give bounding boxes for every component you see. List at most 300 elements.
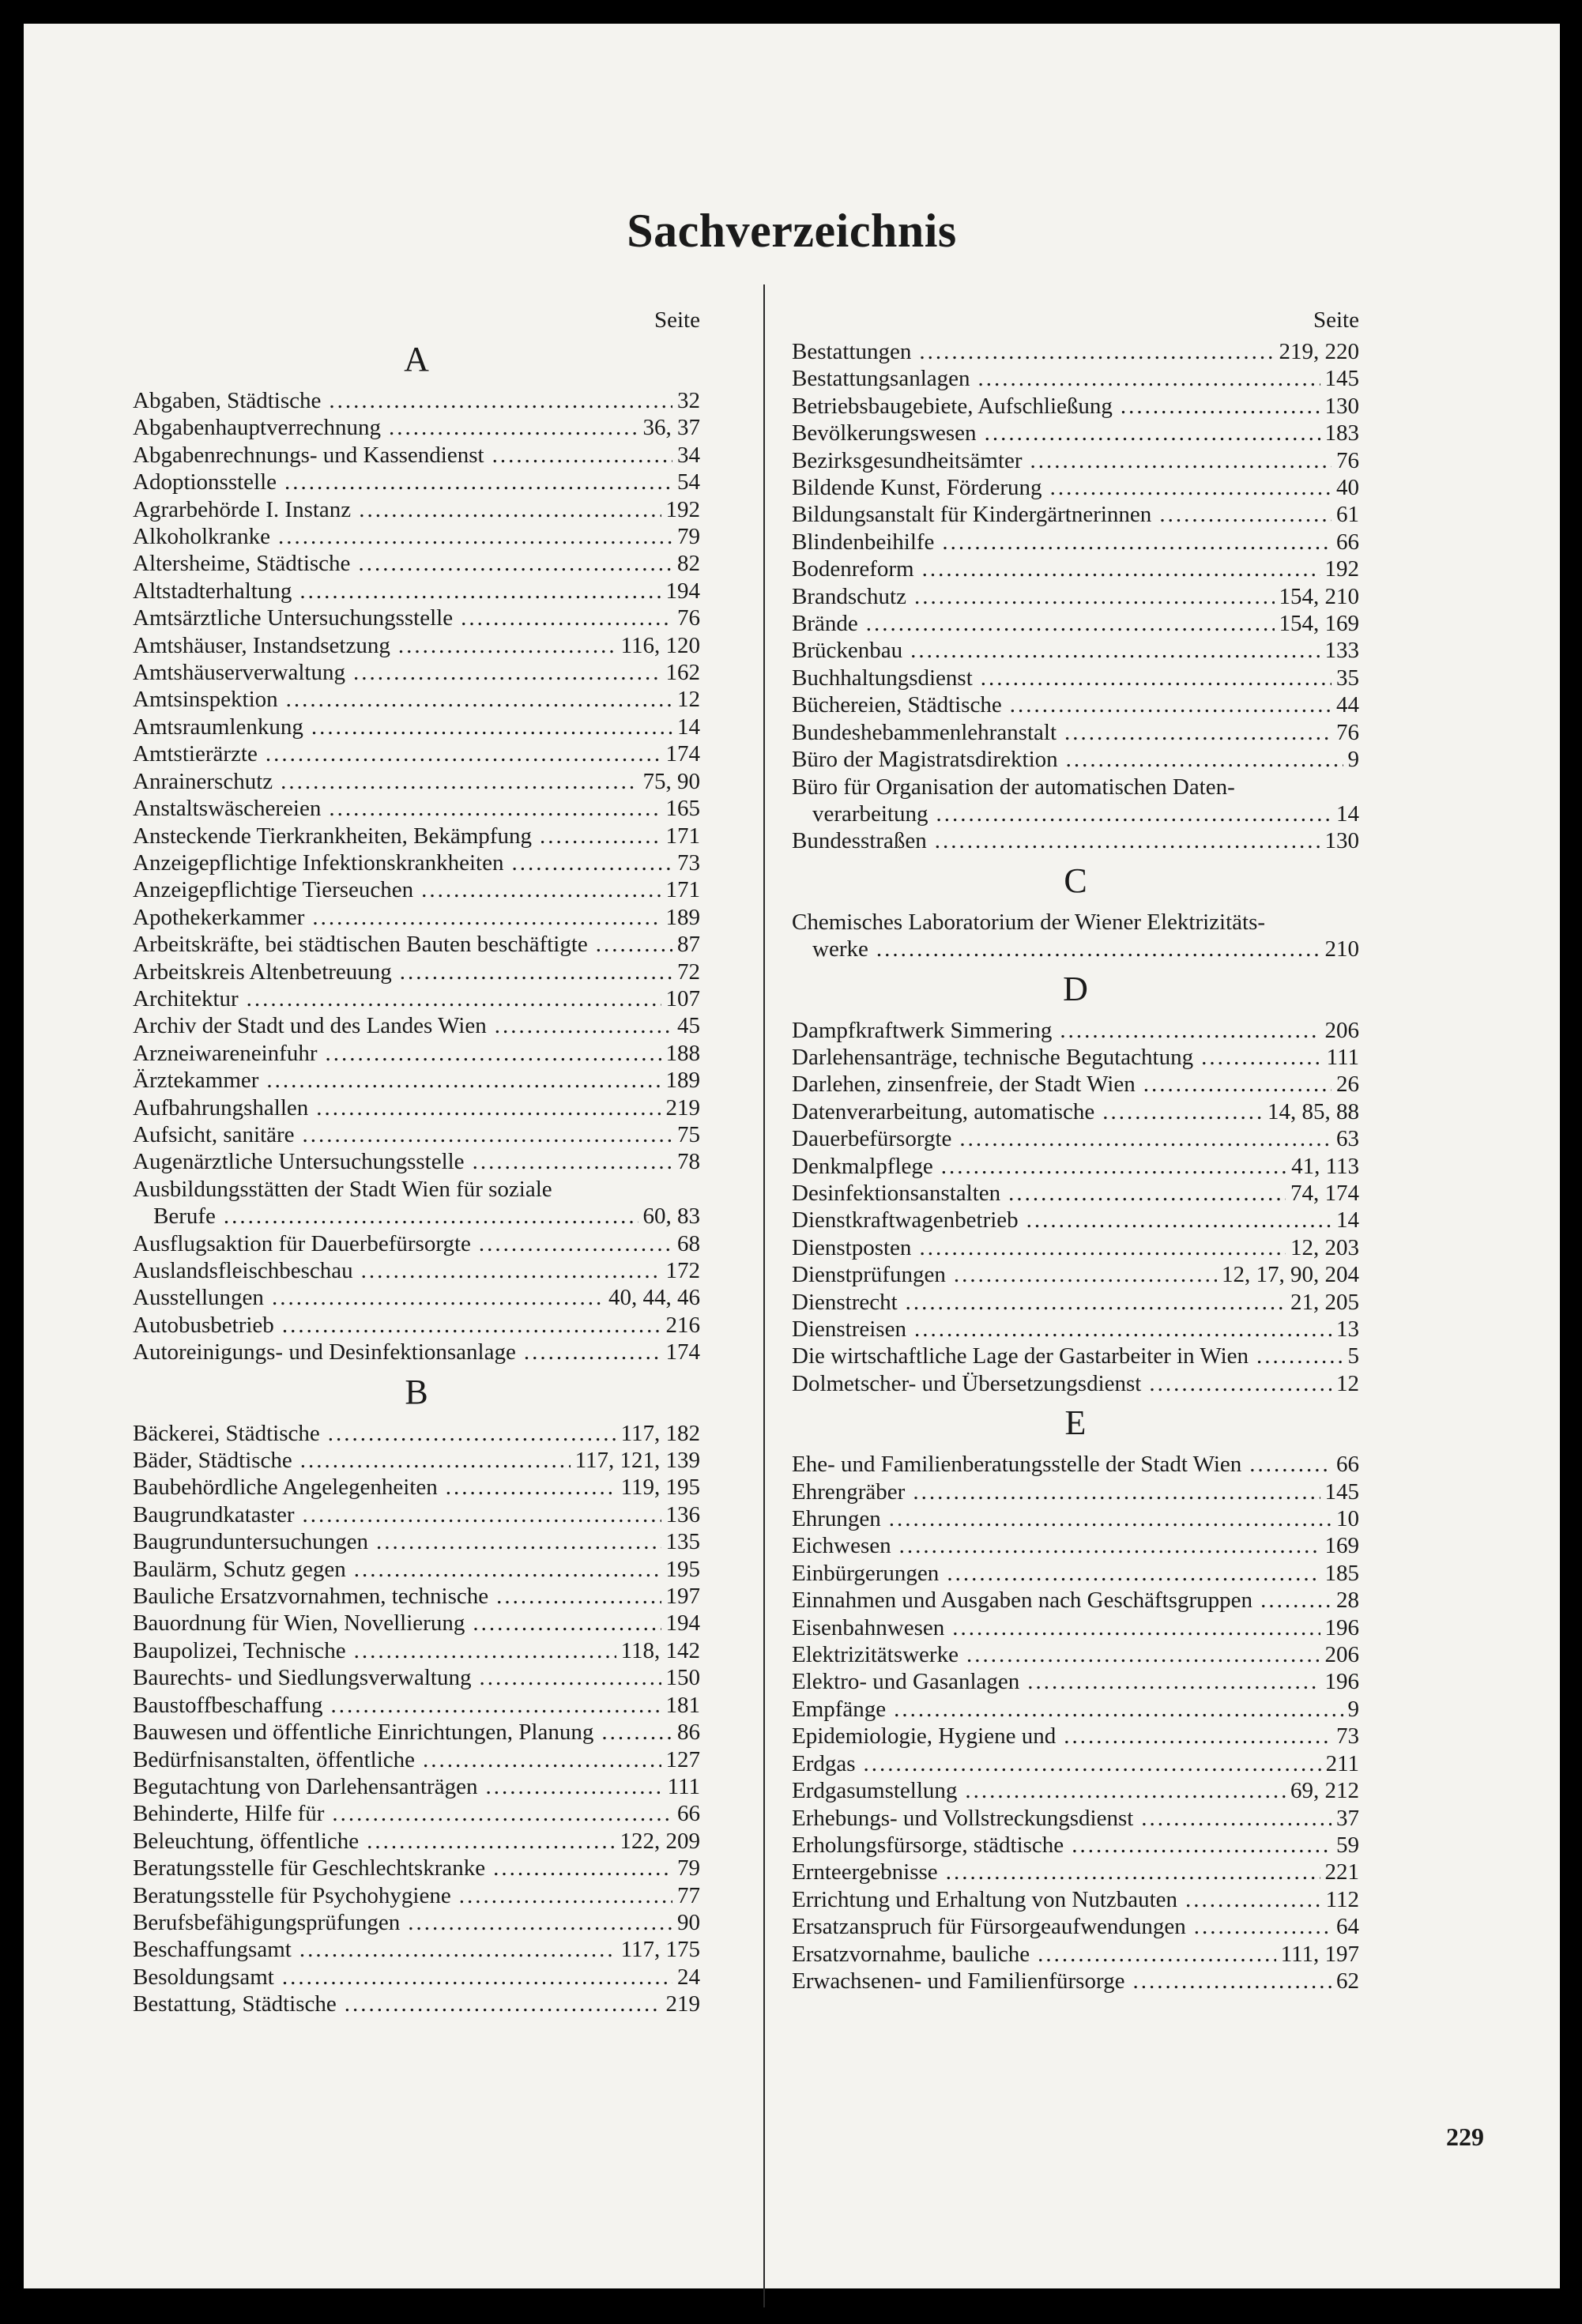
- dot-leader: [311, 714, 672, 740]
- index-entry: [133, 1773, 700, 1800]
- index-entry: [133, 904, 700, 931]
- dot-leader: [524, 1339, 661, 1365]
- index-term: Bestattungen: [792, 339, 912, 364]
- index-term: Baurechts- und Siedlungsverwaltung: [133, 1665, 472, 1691]
- dot-leader: [354, 1556, 661, 1583]
- index-page-refs: 107: [665, 985, 700, 1011]
- index-term: Archiv der Stadt und des Landes Wien: [133, 1013, 487, 1039]
- dot-leader: [282, 1312, 661, 1339]
- index-term: Abgabenhauptverrechnung: [133, 415, 382, 441]
- index-term: Amtsraumlenkung: [133, 714, 303, 740]
- index-page-refs: 117, 182: [620, 1420, 700, 1446]
- dot-leader: [473, 1148, 672, 1175]
- index-term: Ehrengräber: [792, 1478, 906, 1505]
- index-term: Die wirtschaftliche Lage der Gastarbeiter in Wien: [792, 1343, 1249, 1369]
- dot-leader: [941, 1153, 1286, 1180]
- index-term: Dienstkraftwagenbetrieb: [792, 1207, 1019, 1234]
- index-page-refs: 127: [665, 1746, 700, 1772]
- index-page-refs: 64: [1336, 1914, 1359, 1940]
- index-term: Empfänge: [792, 1696, 887, 1722]
- index-term: Bäder, Städtische: [133, 1448, 292, 1474]
- section-letter: C: [1064, 861, 1087, 900]
- index-term: Baugrundkataster: [133, 1501, 295, 1527]
- index-page-refs: 145: [1324, 366, 1359, 392]
- index-entry: [133, 1148, 700, 1175]
- index-term: Amtsärztliche Untersuchungsstelle: [133, 605, 454, 631]
- index-page-refs: 117, 121, 139: [574, 1448, 700, 1474]
- index-term: Elektrizitätswerke: [792, 1642, 959, 1668]
- index-term: Behinderte, Hilfe für: [133, 1801, 325, 1827]
- index-page-refs: 86: [677, 1719, 700, 1746]
- index-term: Baulärm, Schutz gegen: [133, 1556, 346, 1582]
- index-page-refs: 75, 90: [642, 768, 700, 794]
- index-page-refs: 59: [1336, 1832, 1359, 1858]
- index-entry: [133, 469, 700, 495]
- dot-leader: [272, 1284, 604, 1311]
- index-page-refs: 60, 83: [642, 1203, 700, 1230]
- index-term: Architektur: [133, 985, 239, 1011]
- index-entry: [133, 1339, 700, 1365]
- section-letter: A: [404, 340, 429, 379]
- index-page-refs: 119, 195: [620, 1475, 700, 1501]
- index-page-refs: 216: [665, 1312, 700, 1338]
- index-term: Darlehensanträge, technische Begutachtung: [792, 1044, 1194, 1070]
- index-term: Arzneiwareneinfuhr: [133, 1040, 318, 1066]
- dot-leader: [1149, 1370, 1332, 1397]
- column-divider: [763, 284, 765, 2307]
- dot-leader: [1008, 1180, 1286, 1207]
- index-entry: [792, 1832, 1359, 1859]
- index-entry: [792, 1777, 1359, 1804]
- dot-leader: [1102, 1098, 1263, 1125]
- index-term: Auslandsfleischbeschau: [133, 1258, 353, 1283]
- index-entry: [133, 1447, 700, 1474]
- dot-leader: [919, 1234, 1286, 1261]
- dot-leader: [954, 1261, 1217, 1288]
- index-term: Baugrunduntersuchungen: [133, 1529, 368, 1555]
- index-term: Autobusbetrieb: [133, 1312, 274, 1338]
- index-entry: [792, 1913, 1359, 1940]
- index-term: Erwachsenen- und Familienfürsorge: [792, 1968, 1125, 1994]
- index-term: Ehe- und Familienberatungsstelle der Stadt Wien: [792, 1452, 1242, 1478]
- index-term: Aufsicht, sanitäre: [133, 1121, 295, 1147]
- index-page-refs: 221: [1324, 1859, 1359, 1885]
- index-page-refs: 154, 210: [1279, 583, 1359, 609]
- dot-leader: [910, 637, 1320, 664]
- dot-leader: [300, 1447, 571, 1474]
- index-term: Bäckerei, Städtische: [133, 1420, 320, 1446]
- dot-leader: [361, 1257, 661, 1284]
- index-entry: [792, 1451, 1359, 1478]
- dot-leader: [1050, 474, 1332, 501]
- dot-leader: [894, 1696, 1343, 1723]
- dot-leader: [493, 1855, 672, 1881]
- dot-leader: [914, 583, 1275, 610]
- index-entry: [792, 665, 1359, 691]
- dot-leader: [358, 550, 672, 577]
- index-page-refs: 192: [1324, 556, 1359, 582]
- dot-leader: [947, 1560, 1320, 1587]
- dot-leader: [866, 610, 1275, 637]
- index-term: Dampfkraftwerk Simmering: [792, 1017, 1053, 1043]
- index-page-refs: 130: [1324, 393, 1359, 419]
- index-term: Amtshäuserverwaltung: [133, 660, 345, 686]
- index-term: Ernteergebnisse: [792, 1859, 938, 1885]
- index-entry: [792, 1968, 1359, 1994]
- dot-leader: [479, 1664, 661, 1691]
- dot-leader: [1072, 1832, 1332, 1859]
- index-entry: [133, 740, 700, 767]
- index-page-refs: 185: [1324, 1560, 1359, 1586]
- index-entry: [792, 1560, 1359, 1587]
- dot-leader: [329, 795, 661, 822]
- dot-leader: [1256, 1343, 1343, 1369]
- dot-leader: [459, 1882, 672, 1909]
- index-page-refs: 211: [1325, 1750, 1359, 1776]
- sections-right: [792, 338, 1359, 1994]
- index-term: Epidemiologie, Hygiene und: [792, 1723, 1057, 1750]
- dot-leader: [1060, 1017, 1320, 1044]
- index-entry: [133, 1094, 700, 1121]
- index-page-refs: 183: [1324, 420, 1359, 446]
- index-entry: [792, 1261, 1359, 1288]
- index-page-refs: 162: [665, 660, 700, 686]
- dot-leader: [345, 1991, 661, 2017]
- index-term: Ehrungen: [792, 1506, 881, 1532]
- dot-leader: [332, 1800, 672, 1827]
- index-entry: [133, 1312, 700, 1339]
- index-term: Erholungsfürsorge, städtische: [792, 1832, 1064, 1858]
- index-term: Agrarbehörde I. Instanz: [133, 496, 352, 522]
- index-page-refs: 35: [1336, 665, 1359, 691]
- index-entry: [792, 447, 1359, 474]
- index-page-refs: 78: [677, 1149, 700, 1175]
- index-entry: [133, 496, 700, 523]
- dot-leader: [284, 469, 672, 495]
- index-term: Bauliche Ersatzvornahmen, technische: [133, 1584, 489, 1610]
- dot-leader: [965, 1777, 1286, 1804]
- index-entry: [792, 1696, 1359, 1723]
- index-page-refs: 171: [665, 823, 700, 849]
- index-term: Brandschutz: [792, 583, 906, 609]
- index-page-refs: 69, 212: [1290, 1778, 1359, 1804]
- index-term: Datenverarbeitung, automatische: [792, 1098, 1095, 1124]
- dot-leader: [946, 1859, 1320, 1885]
- index-page-refs: 21, 205: [1290, 1289, 1359, 1315]
- dot-leader: [981, 665, 1332, 691]
- index-entry: [133, 876, 700, 903]
- section-letter: B: [405, 1372, 428, 1411]
- dot-leader: [247, 985, 661, 1012]
- index-page-refs: 188: [665, 1040, 700, 1066]
- index-term: Desinfektionsanstalten: [792, 1180, 1001, 1206]
- index-page-refs: 116, 120: [620, 632, 700, 658]
- index-term: Bundesstraßen: [792, 828, 927, 854]
- index-page-refs: 73: [1336, 1723, 1359, 1750]
- index-term: Bestattung, Städtische: [133, 1991, 337, 2017]
- index-term: Bezirksgesundheitsämter: [792, 447, 1023, 473]
- index-term: Blindenbeihilfe: [792, 529, 935, 555]
- index-term: Dolmetscher- und Übersetzungsdienst: [792, 1370, 1142, 1396]
- index-term: Beschaffungsamt: [133, 1937, 292, 1963]
- index-entry: [133, 1528, 700, 1555]
- index-entry: [133, 959, 700, 985]
- index-page-refs: 14: [677, 714, 700, 740]
- index-entry: [133, 1800, 700, 1827]
- index-term: Errichtung und Erhaltung von Nutzbauten: [792, 1886, 1178, 1912]
- index-term: Berufsbefähigungsprüfungen: [133, 1909, 401, 1935]
- dot-leader: [936, 800, 1332, 827]
- index-term: Dienstposten: [792, 1234, 912, 1260]
- index-entry: [792, 1587, 1359, 1614]
- index-entry: [133, 550, 700, 577]
- dot-leader: [266, 740, 661, 767]
- index-page-refs: 111, 197: [1280, 1941, 1359, 1967]
- index-page-refs: 133: [1324, 638, 1359, 664]
- dot-leader: [1064, 1723, 1332, 1750]
- index-page-refs: 32: [677, 388, 700, 413]
- index-page-refs: 62: [1336, 1968, 1359, 1994]
- index-entry: [133, 1664, 700, 1691]
- index-entry: [792, 746, 1359, 773]
- index-page-refs: 118, 142: [620, 1637, 700, 1663]
- dot-leader: [423, 1746, 661, 1773]
- index-entry: [792, 1180, 1359, 1207]
- index-entry: [792, 1505, 1359, 1532]
- dot-leader: [1010, 691, 1332, 718]
- index-term: Ansteckende Tierkrankheiten, Bekämpfung: [133, 823, 532, 849]
- index-entry: [792, 800, 1359, 827]
- index-entry: [133, 387, 700, 414]
- seite-header-left: Seite: [654, 307, 700, 333]
- dot-leader: [492, 442, 672, 469]
- index-entry: [792, 1343, 1359, 1369]
- index-page-refs: 77: [677, 1882, 700, 1908]
- index-entry: [133, 1692, 700, 1719]
- index-entry-first-line: Chemisches Laboratorium der Wiener Elektrizitäts-: [792, 909, 1266, 935]
- dot-leader: [540, 823, 661, 849]
- index-entry: [792, 1098, 1359, 1125]
- index-entry: [792, 827, 1359, 854]
- index-page-refs: 10: [1336, 1506, 1359, 1532]
- index-term: Bevölkerungswesen: [792, 420, 977, 446]
- index-entry: [792, 1125, 1359, 1152]
- dot-leader: [919, 338, 1274, 365]
- index-entry: [792, 556, 1359, 582]
- index-term: Alkoholkranke: [133, 524, 270, 550]
- index-term: Bundeshebammenlehranstalt: [792, 719, 1057, 745]
- index-entry: [133, 1556, 700, 1583]
- index-entry: [133, 1230, 700, 1257]
- index-entry: [792, 501, 1359, 528]
- index-entry: [792, 1668, 1359, 1695]
- index-entry: [133, 1420, 700, 1447]
- index-entry: [792, 1805, 1359, 1832]
- index-page-refs: 135: [665, 1529, 700, 1555]
- index-entry: [133, 714, 700, 740]
- dot-leader: [331, 1692, 661, 1719]
- index-page-refs: 197: [665, 1584, 700, 1610]
- dot-leader: [1064, 719, 1332, 746]
- dot-leader: [1121, 393, 1320, 420]
- dot-leader: [446, 1474, 616, 1501]
- index-term: Baupolizei, Technische: [133, 1637, 346, 1663]
- index-entry: [792, 1614, 1359, 1641]
- dot-leader: [367, 1828, 615, 1855]
- dot-leader: [876, 936, 1320, 962]
- index-page-refs: 145: [1324, 1478, 1359, 1505]
- dot-leader: [1066, 746, 1343, 773]
- dot-leader: [959, 1125, 1332, 1152]
- index-term: Altstadterhaltung: [133, 578, 292, 604]
- index-entry: [792, 1289, 1359, 1316]
- dot-leader: [303, 1501, 661, 1528]
- dot-leader: [914, 1316, 1332, 1343]
- index-page-refs: 150: [665, 1665, 700, 1691]
- index-term: Bauwesen und öffentliche Einrichtungen, Planung: [133, 1719, 594, 1746]
- dot-leader: [864, 1750, 1321, 1777]
- index-term: Anzeigepflichtige Tierseuchen: [133, 877, 414, 903]
- index-term: Ersatzvornahme, bauliche: [792, 1941, 1030, 1967]
- index-page-refs: 73: [677, 849, 700, 876]
- index-page-refs: 196: [1324, 1614, 1359, 1640]
- index-page-refs: 26: [1336, 1072, 1359, 1098]
- dot-leader: [889, 1505, 1332, 1532]
- dot-leader: [1201, 1044, 1322, 1071]
- dot-leader: [935, 827, 1320, 854]
- index-entry: [792, 719, 1359, 746]
- index-page-refs: 9: [1347, 1696, 1359, 1722]
- dot-leader: [1249, 1451, 1332, 1478]
- index-page-refs: 219, 220: [1279, 339, 1359, 364]
- dot-leader: [485, 1773, 662, 1800]
- index-entry-first-line: Büro für Organisation der automatischen Daten-: [792, 774, 1235, 800]
- dot-leader: [299, 578, 661, 605]
- index-term: Anzeigepflichtige Infektionskrankheiten: [133, 849, 504, 876]
- index-entry: [133, 1012, 700, 1039]
- index-entry: [133, 1284, 700, 1311]
- index-entry: [792, 936, 1359, 962]
- dot-leader: [1038, 1941, 1275, 1968]
- dot-leader: [354, 1637, 616, 1664]
- index-page-refs: 14: [1336, 1207, 1359, 1234]
- index-term: Beratungsstelle für Psychohygiene: [133, 1882, 451, 1908]
- index-page-refs: 76: [1336, 719, 1359, 745]
- dot-leader: [899, 1532, 1320, 1559]
- index-page-refs: 72: [677, 959, 700, 985]
- index-term: verarbeitung: [812, 800, 928, 827]
- dot-leader: [978, 365, 1320, 392]
- index-term: Elektro- und Gasanlagen: [792, 1669, 1020, 1695]
- index-page-refs: 66: [1336, 1452, 1359, 1478]
- dot-leader: [224, 1203, 638, 1230]
- index-page-refs: 9: [1347, 747, 1359, 773]
- index-page-refs: 68: [677, 1230, 700, 1256]
- index-page-refs: 165: [665, 796, 700, 822]
- index-entry: [792, 1207, 1359, 1234]
- index-page-refs: 82: [677, 551, 700, 577]
- index-term: Erhebungs- und Vollstreckungsdienst: [792, 1805, 1134, 1831]
- dot-leader: [1260, 1587, 1332, 1614]
- index-term: Beleuchtung, öffentliche: [133, 1828, 360, 1854]
- dot-leader: [913, 1478, 1320, 1505]
- index-page-refs: 171: [665, 877, 700, 903]
- index-page-refs: 181: [665, 1692, 700, 1718]
- index-term: Erdgasumstellung: [792, 1778, 958, 1804]
- index-entry: [133, 1040, 700, 1067]
- index-page-refs: 34: [677, 442, 700, 468]
- index-page-refs: 61: [1336, 502, 1359, 528]
- index-page-refs: 13: [1336, 1316, 1359, 1342]
- index-term: Brückenbau: [792, 638, 903, 664]
- index-page-refs: 24: [677, 1964, 700, 1990]
- section-letter: E: [1064, 1403, 1087, 1443]
- index-term: Anrainerschutz: [133, 768, 273, 794]
- index-entry: [133, 1474, 700, 1501]
- index-term: Anstaltswäschereien: [133, 796, 322, 822]
- index-entry: [792, 474, 1359, 501]
- index-page-refs: 79: [677, 524, 700, 550]
- index-page-refs: 122, 209: [620, 1828, 700, 1854]
- index-term: Adoptionsstelle: [133, 469, 277, 495]
- dot-leader: [266, 1067, 661, 1094]
- dot-leader: [359, 496, 661, 523]
- index-entry: [792, 1044, 1359, 1071]
- index-term: Bestattungsanlagen: [792, 366, 970, 392]
- dot-leader: [1194, 1913, 1332, 1940]
- index-term: Aufbahrungshallen: [133, 1094, 309, 1121]
- index-entry: [133, 523, 700, 550]
- index-entry: [133, 1257, 700, 1284]
- index-entry: [792, 1153, 1359, 1180]
- index-entry: [792, 393, 1359, 420]
- index-page-refs: 189: [665, 1068, 700, 1094]
- index-page-refs: 154, 169: [1279, 611, 1359, 637]
- dot-leader: [601, 1719, 672, 1746]
- dot-leader: [473, 1610, 661, 1637]
- index-term: Erdgas: [792, 1750, 856, 1776]
- index-entry: [133, 605, 700, 631]
- index-entry: [133, 1909, 700, 1936]
- index-entry: [133, 795, 700, 822]
- index-entry: [133, 1637, 700, 1664]
- index-page-refs: 40, 44, 46: [608, 1285, 700, 1311]
- index-term: Büchereien, Städtische: [792, 692, 1002, 718]
- index-entry: [133, 632, 700, 659]
- index-entry: [792, 1750, 1359, 1777]
- index-page-refs: 194: [665, 1610, 700, 1637]
- index-page-refs: 206: [1324, 1642, 1359, 1668]
- index-term: Einnahmen und Ausgaben nach Geschäftsgruppen: [792, 1588, 1253, 1614]
- index-page-refs: 112: [1325, 1886, 1359, 1912]
- index-page-refs: 76: [677, 605, 700, 631]
- dot-leader: [328, 1420, 616, 1447]
- index-page-refs: 66: [1336, 529, 1359, 555]
- index-term: Buchhaltungsdienst: [792, 665, 973, 691]
- index-page-refs: 172: [665, 1258, 700, 1283]
- index-term: Bauordnung für Wien, Novellierung: [133, 1610, 465, 1637]
- index-page-refs: 54: [677, 469, 700, 495]
- index-entry: [133, 659, 700, 686]
- dot-leader: [326, 1040, 661, 1067]
- index-page: [24, 24, 1560, 2288]
- dot-leader: [376, 1528, 661, 1555]
- index-entry: [133, 578, 700, 605]
- index-entry: [792, 1723, 1359, 1750]
- seite-header-right: Seite: [1313, 307, 1359, 333]
- index-term: Dienstreisen: [792, 1316, 906, 1342]
- dot-leader: [1030, 447, 1332, 474]
